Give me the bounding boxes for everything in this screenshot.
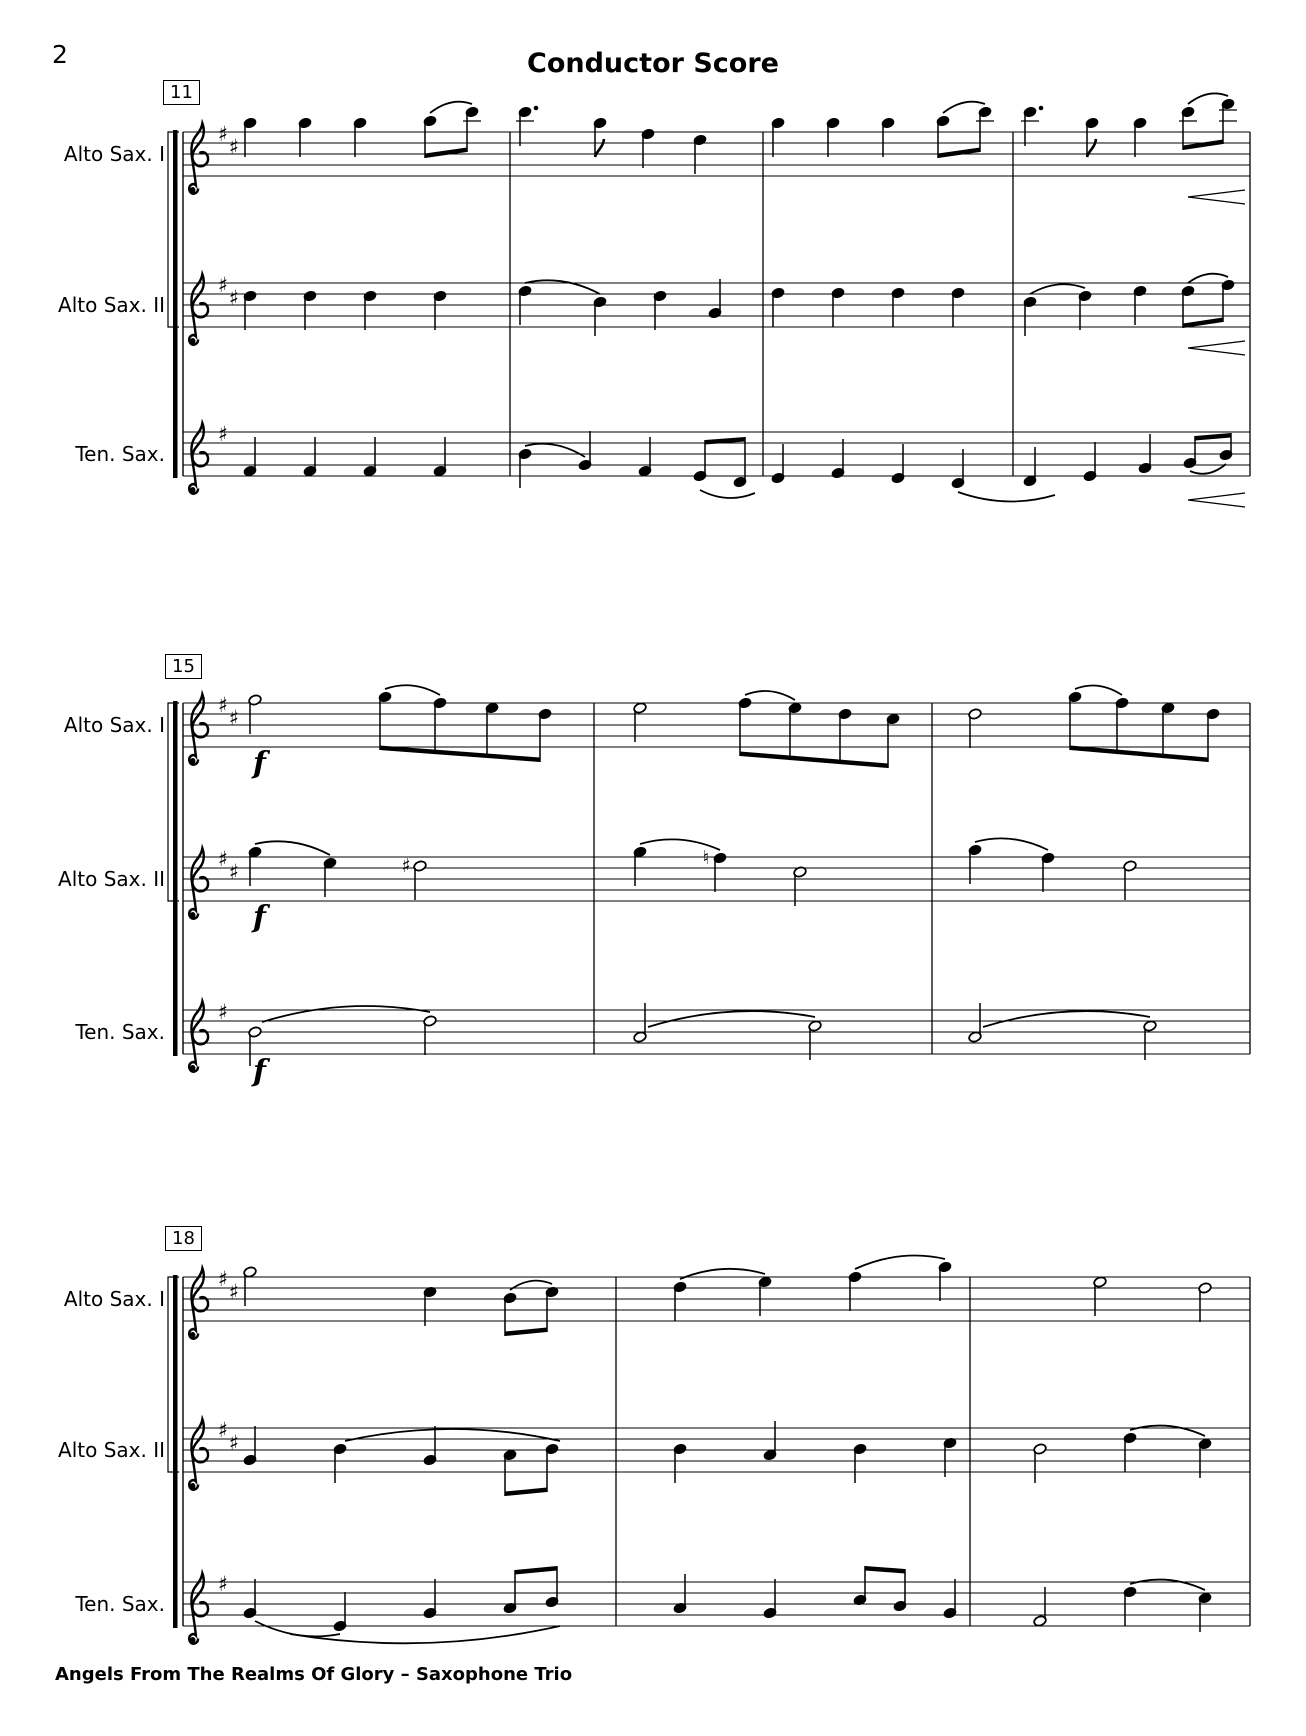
slur: [648, 1011, 815, 1027]
staff: [183, 422, 1250, 507]
slur: [1188, 93, 1228, 104]
slur: [1075, 685, 1122, 695]
slur: [525, 444, 585, 457]
sharp-icon: ♯: [228, 706, 240, 730]
instrument-label: Alto Sax. I: [63, 1287, 165, 1311]
dynamic-forte: f: [253, 1054, 266, 1089]
slur: [1130, 1580, 1205, 1590]
instrument-label: Ten. Sax.: [75, 442, 165, 466]
treble-clef-icon: [189, 1001, 208, 1071]
sharp-icon: ♯: [401, 855, 411, 877]
crescendo-hairpin-icon: [1188, 493, 1245, 507]
slur: [1030, 284, 1085, 294]
sharp-icon: ♯: [217, 693, 229, 717]
sharp-icon: ♯: [217, 1267, 229, 1291]
sharp-icon: ♯: [228, 1431, 240, 1455]
sharp-icon: ♯: [217, 273, 229, 297]
slur: [1130, 1426, 1205, 1436]
sharp-icon: ♯: [228, 860, 240, 884]
measure-number-box: 15: [165, 654, 202, 679]
crescendo-hairpin-icon: [1188, 190, 1245, 204]
sharp-icon: ♯: [217, 122, 229, 146]
staff: [183, 1566, 1250, 1644]
treble-clef-icon: [189, 123, 208, 193]
sharp-icon: ♯: [228, 1280, 240, 1304]
sharp-icon: ♯: [217, 847, 229, 871]
instrument-label: Alto Sax. II: [58, 867, 165, 891]
slur: [262, 1006, 430, 1022]
instrument-label: Alto Sax. I: [63, 713, 165, 737]
instrument-label: Ten. Sax.: [75, 1592, 165, 1616]
staff: [183, 1256, 1250, 1339]
slur: [510, 1281, 552, 1290]
slur: [385, 685, 440, 695]
natural-icon: ♮: [702, 847, 710, 869]
treble-clef-icon: [189, 1419, 208, 1489]
sharp-icon: ♯: [228, 286, 240, 310]
staff: [183, 1418, 1250, 1496]
system-m15: [168, 685, 1250, 1071]
dynamic-forte: f: [253, 746, 266, 781]
slur: [525, 280, 600, 294]
slur: [700, 490, 755, 498]
slur: [855, 1256, 945, 1269]
system-m11: [168, 93, 1250, 507]
page-title: Conductor Score: [527, 48, 779, 79]
slur: [255, 1621, 340, 1636]
measure-number-box: 11: [163, 80, 200, 105]
crescendo-hairpin-icon: [1188, 341, 1245, 355]
dynamic-forte: f: [253, 900, 266, 935]
instrument-label: Ten. Sax.: [75, 1020, 165, 1044]
slur: [430, 102, 472, 113]
staff: [183, 685, 1250, 768]
slur: [943, 102, 985, 113]
slur: [745, 691, 795, 700]
treble-clef-icon: [189, 423, 208, 493]
system-brace: [173, 130, 178, 478]
system-brace: [173, 701, 178, 1056]
treble-clef-icon: [189, 694, 208, 764]
sharp-icon: ♯: [217, 422, 229, 446]
system-brace: [173, 1275, 178, 1628]
treble-clef-icon: [189, 274, 208, 344]
instrument-label: Alto Sax. II: [58, 293, 165, 317]
page-footer: Angels From The Realms Of Glory – Saxophone Trio: [55, 1664, 573, 1685]
instrument-label: Alto Sax. II: [58, 1438, 165, 1462]
slur: [1188, 274, 1228, 283]
sharp-icon: ♯: [217, 1000, 229, 1024]
page-number: 2: [52, 40, 68, 69]
treble-clef-icon: [189, 1268, 208, 1338]
instrument-label: Alto Sax. I: [63, 142, 165, 166]
treble-clef-icon: [189, 848, 208, 918]
slur: [983, 1011, 1150, 1027]
staff: [183, 93, 1250, 204]
staff: [183, 1000, 1250, 1072]
slur: [975, 838, 1048, 850]
measure-number-box: 18: [165, 1226, 202, 1251]
slur: [958, 492, 1055, 501]
sharp-icon: ♯: [228, 135, 240, 159]
sharp-icon: ♯: [217, 1572, 229, 1596]
slur: [255, 841, 330, 855]
system-m18: [168, 1256, 1250, 1644]
staff: [183, 838, 1250, 918]
sharp-icon: ♯: [217, 1418, 229, 1442]
treble-clef-icon: [189, 1573, 208, 1643]
staff: [183, 273, 1250, 355]
